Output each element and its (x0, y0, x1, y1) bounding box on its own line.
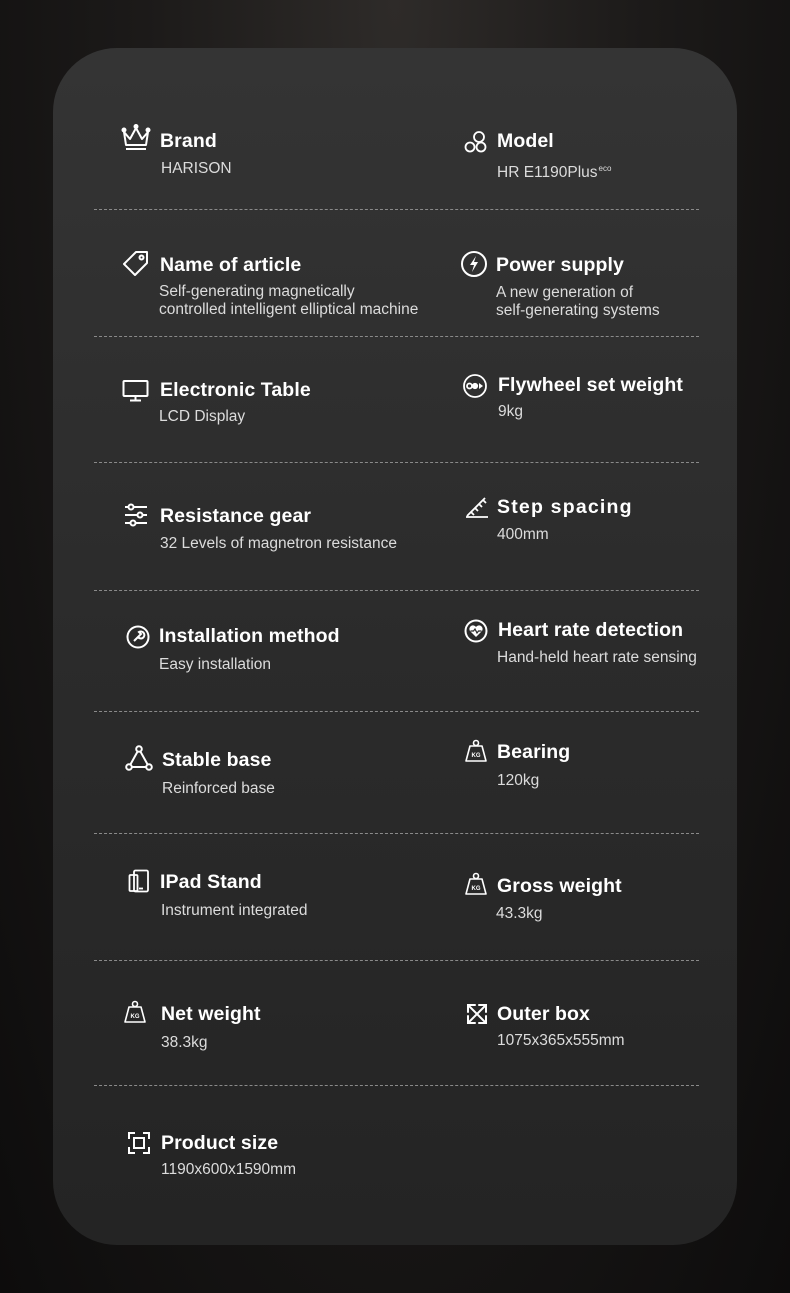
kg-weight-icon (464, 739, 488, 763)
spec-value: 120kg (497, 772, 540, 789)
spec-value: HARISON (161, 160, 232, 177)
spec-value: 9kg (498, 403, 523, 420)
spec-title: Gross weight (497, 875, 622, 897)
spec-title: Bearing (497, 741, 571, 763)
expand-arrows-icon (465, 1002, 489, 1026)
spec-value: Easy installation (159, 656, 272, 673)
kg-label: KG (130, 1014, 140, 1020)
spec-value (497, 160, 611, 182)
spec-value: 38.3kg (161, 1034, 208, 1051)
spec-value-line: Self-generating magnetically (159, 283, 355, 300)
spec-title: Electronic Table (160, 379, 311, 401)
spec-title: Product size (161, 1132, 279, 1154)
flywheel-icon (462, 373, 488, 399)
kg-label: KG (471, 886, 481, 892)
spec-value: Instrument integrated (161, 902, 308, 919)
spec-value: 43.3kg (496, 905, 543, 922)
spec-title: Step spacing (497, 496, 633, 518)
lightning-icon (460, 250, 488, 278)
divider (94, 336, 699, 337)
kg-label: KG (471, 753, 481, 759)
circles-icon (464, 130, 488, 154)
spec-card (53, 48, 737, 1245)
spec-title: Brand (160, 130, 217, 152)
kg-weight-icon (123, 1000, 147, 1024)
spec-title: Net weight (161, 1003, 261, 1025)
spec-value: 32 Levels of magnetron resistance (160, 535, 397, 552)
spec-value: 1190x600x1590mm (161, 1161, 296, 1178)
spec-title: IPad Stand (160, 871, 262, 893)
spec-title: Resistance gear (160, 505, 312, 527)
model-suffix: eco (598, 164, 612, 173)
divider (94, 1085, 699, 1086)
spec-title: Installation method (159, 625, 340, 647)
spec-title: Flywheel set weight (498, 374, 684, 396)
spec-value (159, 283, 418, 318)
spec-title: Heart rate detection (498, 619, 684, 641)
divider (94, 960, 699, 961)
spec-value: Reinforced base (162, 780, 275, 797)
spec-value-line: controlled intelligent elliptical machine (159, 300, 419, 318)
heart-icon (464, 619, 488, 643)
spec-title: Name of article (160, 254, 302, 276)
divider (94, 462, 699, 463)
divider (94, 833, 699, 834)
spec-value: LCD Display (159, 408, 246, 425)
frame-icon (128, 1132, 150, 1154)
spec-title: Power supply (496, 254, 624, 276)
spec-value: 1075x365x555mm (497, 1032, 625, 1049)
spec-value-line: self-generating systems (496, 301, 660, 319)
spec-value: Hand-held heart rate sensing (497, 649, 697, 666)
monitor-icon (122, 379, 149, 403)
kg-weight-icon (464, 872, 488, 896)
triangle-nodes-icon (125, 745, 153, 771)
wrench-icon (126, 625, 150, 649)
spec-title: Outer box (497, 1003, 590, 1025)
divider (94, 209, 699, 210)
tag-icon (122, 249, 150, 277)
spec-value: 400mm (497, 526, 549, 543)
sliders-icon (124, 503, 148, 527)
tablet-icon (128, 869, 150, 893)
crown-icon (121, 124, 151, 152)
spec-title: Stable base (162, 749, 272, 771)
spec-value-line: A new generation of (496, 284, 634, 301)
spec-title: Model (497, 130, 554, 152)
divider (94, 590, 699, 591)
spec-value (496, 284, 660, 319)
ruler-icon (464, 495, 490, 519)
model-name: HR E1190Plus (497, 164, 598, 181)
divider (94, 711, 699, 712)
